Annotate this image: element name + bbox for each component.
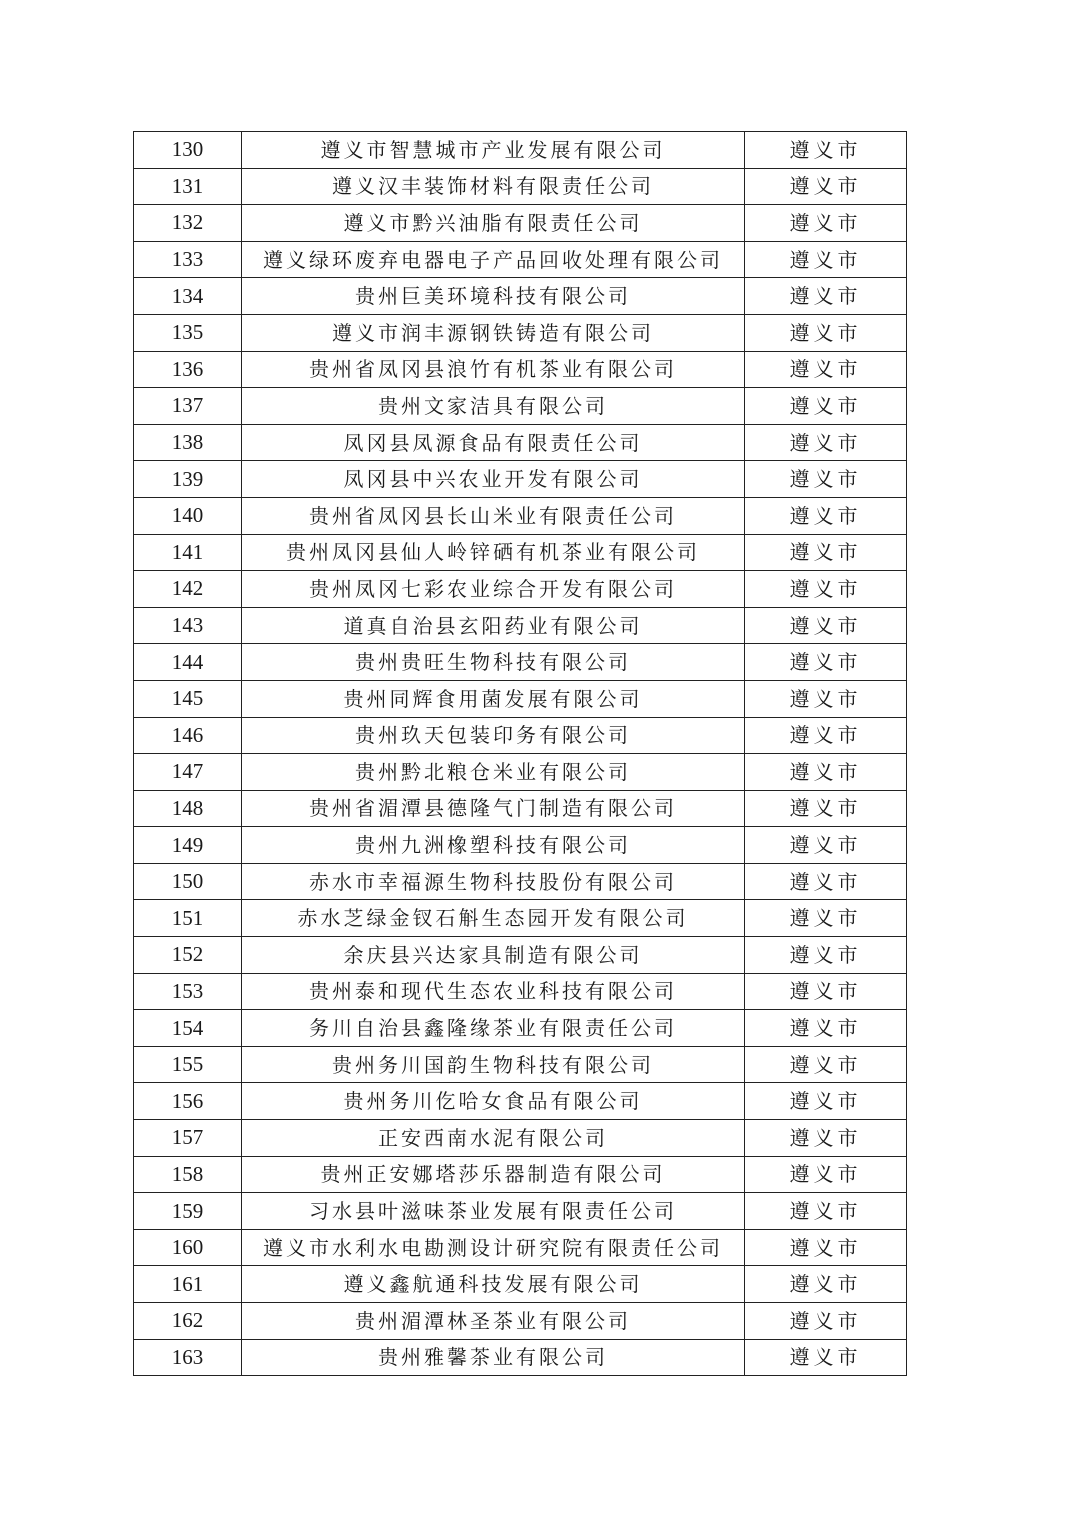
- table-row: [134, 607, 907, 644]
- city-cell: 遵义市: [745, 754, 907, 791]
- company-name-cell: 贵州正安娜塔莎乐器制造有限公司: [242, 1156, 745, 1193]
- table-body: [134, 132, 907, 1376]
- table-row: [134, 168, 907, 205]
- city-cell: 遵义市: [745, 644, 907, 681]
- table-row: [134, 351, 907, 388]
- table-row: [134, 571, 907, 608]
- company-name-cell: 贵州雅馨茶业有限公司: [242, 1339, 745, 1376]
- company-name-cell: 贵州玖天包装印务有限公司: [242, 717, 745, 754]
- row-number-cell: 145: [134, 680, 242, 717]
- city-cell: 遵义市: [745, 1303, 907, 1340]
- row-number-cell: 147: [134, 754, 242, 791]
- table-row: [134, 717, 907, 754]
- company-name-cell: 遵义市智慧城市产业发展有限公司: [242, 132, 745, 169]
- row-number-cell: 138: [134, 424, 242, 461]
- table-row: [134, 1156, 907, 1193]
- company-name-cell: 遵义市润丰源钢铁铸造有限公司: [242, 314, 745, 351]
- city-cell: 遵义市: [745, 534, 907, 571]
- city-cell: 遵义市: [745, 461, 907, 498]
- city-cell: 遵义市: [745, 827, 907, 864]
- company-name-cell: 贵州文家洁具有限公司: [242, 388, 745, 425]
- city-cell: 遵义市: [745, 790, 907, 827]
- table-row: [134, 1339, 907, 1376]
- table-row: [134, 1083, 907, 1120]
- city-cell: 遵义市: [745, 1083, 907, 1120]
- company-name-cell: 贵州同辉食用菌发展有限公司: [242, 680, 745, 717]
- row-number-cell: 159: [134, 1193, 242, 1230]
- table-row: [134, 754, 907, 791]
- row-number-cell: 137: [134, 388, 242, 425]
- city-cell: 遵义市: [745, 973, 907, 1010]
- row-number-cell: 144: [134, 644, 242, 681]
- city-cell: 遵义市: [745, 1156, 907, 1193]
- row-number-cell: 135: [134, 314, 242, 351]
- company-name-cell: 赤水芝绿金钗石斛生态园开发有限公司: [242, 900, 745, 937]
- city-cell: 遵义市: [745, 1046, 907, 1083]
- table-row: [134, 863, 907, 900]
- table-row: [134, 388, 907, 425]
- row-number-cell: 156: [134, 1083, 242, 1120]
- row-number-cell: 160: [134, 1229, 242, 1266]
- row-number-cell: 155: [134, 1046, 242, 1083]
- table-row: [134, 205, 907, 242]
- table-row: [134, 497, 907, 534]
- city-cell: 遵义市: [745, 424, 907, 461]
- row-number-cell: 153: [134, 973, 242, 1010]
- table-row: [134, 461, 907, 498]
- table-row: [134, 644, 907, 681]
- company-name-cell: 贵州凤冈县仙人岭锌硒有机茶业有限公司: [242, 534, 745, 571]
- row-number-cell: 136: [134, 351, 242, 388]
- table-row: [134, 424, 907, 461]
- table-row: [134, 1193, 907, 1230]
- company-name-cell: 贵州省湄潭县德隆气门制造有限公司: [242, 790, 745, 827]
- company-name-cell: 务川自治县鑫隆缘茶业有限责任公司: [242, 1010, 745, 1047]
- table-row: [134, 790, 907, 827]
- table-row: [134, 1266, 907, 1303]
- row-number-cell: 163: [134, 1339, 242, 1376]
- company-name-cell: 贵州务川国韵生物科技有限公司: [242, 1046, 745, 1083]
- company-name-cell: 贵州省凤冈县长山米业有限责任公司: [242, 497, 745, 534]
- company-name-cell: 习水县叶滋味茶业发展有限责任公司: [242, 1193, 745, 1230]
- row-number-cell: 132: [134, 205, 242, 242]
- row-number-cell: 161: [134, 1266, 242, 1303]
- company-name-cell: 遵义绿环废弃电器电子产品回收处理有限公司: [242, 241, 745, 278]
- row-number-cell: 158: [134, 1156, 242, 1193]
- table-row: [134, 534, 907, 571]
- city-cell: 遵义市: [745, 1010, 907, 1047]
- company-name-cell: 遵义汉丰装饰材料有限责任公司: [242, 168, 745, 205]
- city-cell: 遵义市: [745, 863, 907, 900]
- company-name-cell: 赤水市幸福源生物科技股份有限公司: [242, 863, 745, 900]
- company-name-cell: 遵义鑫航通科技发展有限公司: [242, 1266, 745, 1303]
- table-row: [134, 1303, 907, 1340]
- company-name-cell: 凤冈县凤源食品有限责任公司: [242, 424, 745, 461]
- row-number-cell: 150: [134, 863, 242, 900]
- city-cell: 遵义市: [745, 241, 907, 278]
- city-cell: 遵义市: [745, 937, 907, 974]
- row-number-cell: 133: [134, 241, 242, 278]
- row-number-cell: 140: [134, 497, 242, 534]
- row-number-cell: 162: [134, 1303, 242, 1340]
- row-number-cell: 143: [134, 607, 242, 644]
- company-name-cell: 贵州黔北粮仓米业有限公司: [242, 754, 745, 791]
- city-cell: 遵义市: [745, 388, 907, 425]
- company-name-cell: 贵州泰和现代生态农业科技有限公司: [242, 973, 745, 1010]
- company-name-cell: 道真自治县玄阳药业有限公司: [242, 607, 745, 644]
- city-cell: 遵义市: [745, 497, 907, 534]
- row-number-cell: 148: [134, 790, 242, 827]
- table-row: [134, 1120, 907, 1157]
- company-name-cell: 贵州务川仡哈女食品有限公司: [242, 1083, 745, 1120]
- row-number-cell: 141: [134, 534, 242, 571]
- table-row: [134, 1010, 907, 1047]
- city-cell: 遵义市: [745, 1229, 907, 1266]
- city-cell: 遵义市: [745, 351, 907, 388]
- city-cell: 遵义市: [745, 132, 907, 169]
- city-cell: 遵义市: [745, 607, 907, 644]
- company-name-cell: 贵州贵旺生物科技有限公司: [242, 644, 745, 681]
- company-name-cell: 正安西南水泥有限公司: [242, 1120, 745, 1157]
- row-number-cell: 154: [134, 1010, 242, 1047]
- city-cell: 遵义市: [745, 717, 907, 754]
- company-name-cell: 凤冈县中兴农业开发有限公司: [242, 461, 745, 498]
- table-row: [134, 132, 907, 169]
- table-row: [134, 1229, 907, 1266]
- company-name-cell: 遵义市水利水电勘测设计研究院有限责任公司: [242, 1229, 745, 1266]
- company-name-cell: 贵州巨美环境科技有限公司: [242, 278, 745, 315]
- row-number-cell: 134: [134, 278, 242, 315]
- table-row: [134, 314, 907, 351]
- enterprise-list-table-container: [133, 131, 906, 1376]
- table-row: [134, 900, 907, 937]
- row-number-cell: 152: [134, 937, 242, 974]
- city-cell: 遵义市: [745, 680, 907, 717]
- city-cell: 遵义市: [745, 1339, 907, 1376]
- table-row: [134, 937, 907, 974]
- city-cell: 遵义市: [745, 900, 907, 937]
- table-row: [134, 827, 907, 864]
- row-number-cell: 142: [134, 571, 242, 608]
- city-cell: 遵义市: [745, 205, 907, 242]
- company-name-cell: 贵州九洲橡塑科技有限公司: [242, 827, 745, 864]
- city-cell: 遵义市: [745, 1193, 907, 1230]
- table-row: [134, 973, 907, 1010]
- row-number-cell: 151: [134, 900, 242, 937]
- company-name-cell: 贵州凤冈七彩农业综合开发有限公司: [242, 571, 745, 608]
- row-number-cell: 146: [134, 717, 242, 754]
- company-name-cell: 贵州省凤冈县浪竹有机茶业有限公司: [242, 351, 745, 388]
- row-number-cell: 157: [134, 1120, 242, 1157]
- city-cell: 遵义市: [745, 1120, 907, 1157]
- city-cell: 遵义市: [745, 314, 907, 351]
- table-row: [134, 278, 907, 315]
- enterprise-list-table: [133, 131, 907, 1376]
- table-row: [134, 241, 907, 278]
- company-name-cell: 贵州湄潭林圣茶业有限公司: [242, 1303, 745, 1340]
- city-cell: 遵义市: [745, 168, 907, 205]
- row-number-cell: 149: [134, 827, 242, 864]
- row-number-cell: 130: [134, 132, 242, 169]
- company-name-cell: 余庆县兴达家具制造有限公司: [242, 937, 745, 974]
- city-cell: 遵义市: [745, 571, 907, 608]
- city-cell: 遵义市: [745, 1266, 907, 1303]
- row-number-cell: 131: [134, 168, 242, 205]
- company-name-cell: 遵义市黔兴油脂有限责任公司: [242, 205, 745, 242]
- table-row: [134, 1046, 907, 1083]
- city-cell: 遵义市: [745, 278, 907, 315]
- row-number-cell: 139: [134, 461, 242, 498]
- table-row: [134, 680, 907, 717]
